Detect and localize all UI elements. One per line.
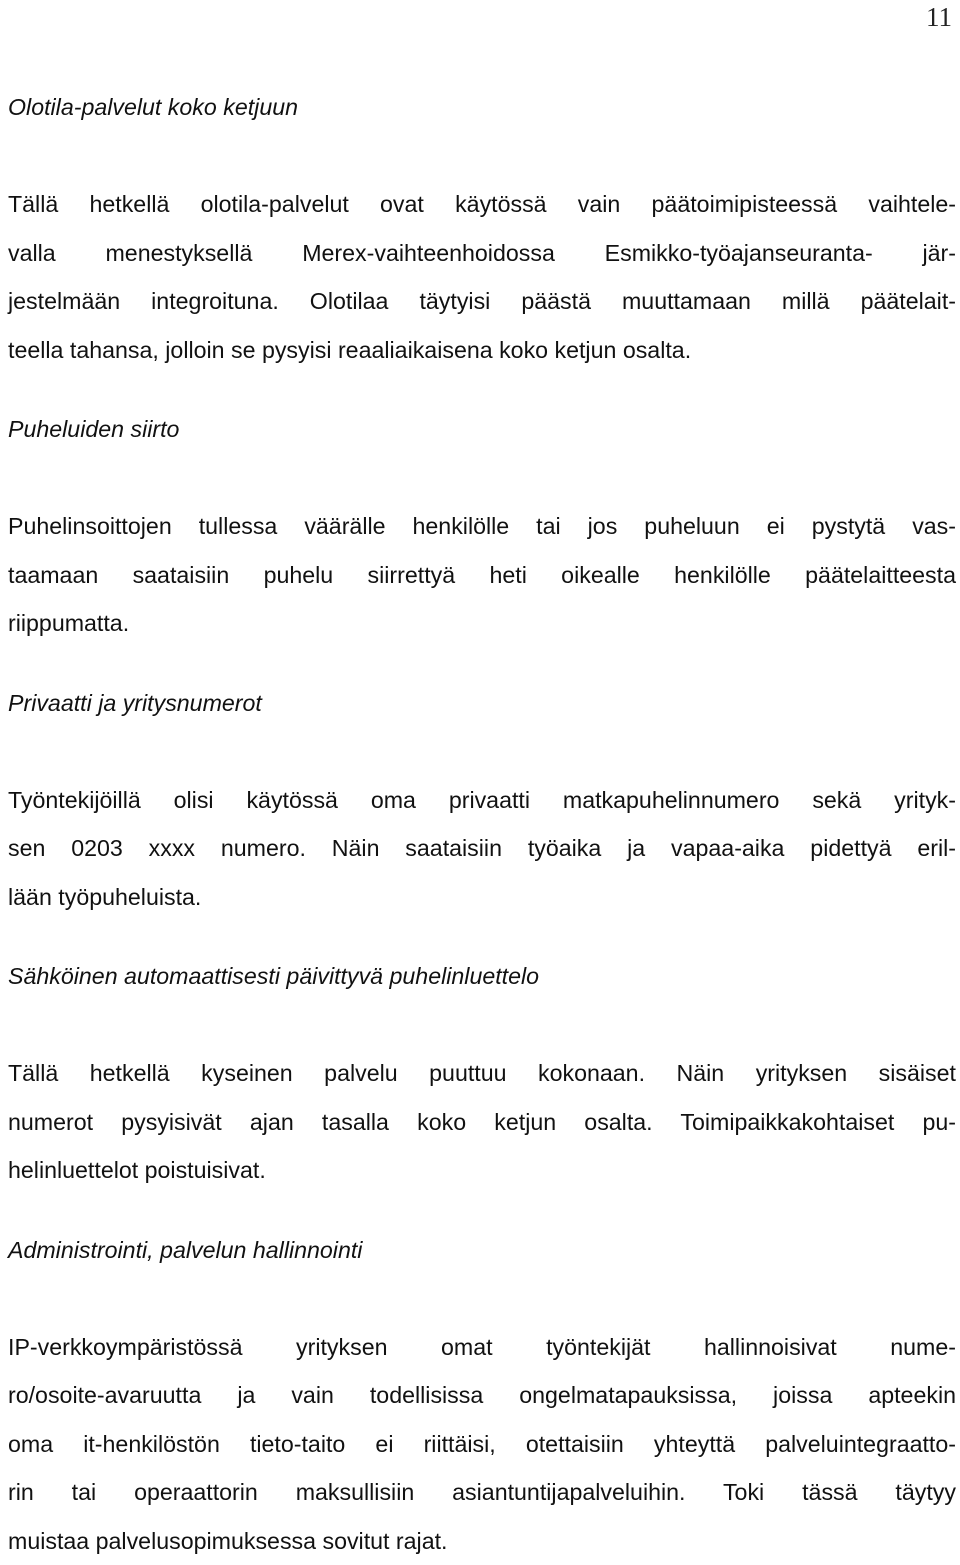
paragraph-line: jestelmään integroituna. Olotilaa täytyisi päästä muuttamaan millä päätelait-: [8, 277, 956, 326]
paragraph-line: helinluettelot poistuisivat.: [8, 1146, 956, 1195]
section-paragraph-puhelinluettelo: [8, 1049, 956, 1195]
paragraph-line: sen 0203 xxxx numero. Näin saataisiin työaika ja vapaa-aika pidettyä eril-: [8, 824, 956, 873]
document-body: [8, 83, 956, 1565]
section-paragraph-olotila: [8, 180, 956, 374]
section-heading-olotila: Olotila-palvelut koko ketjuun: [8, 83, 956, 132]
section-heading-privaatti: Privaatti ja yritysnumerot: [8, 679, 956, 728]
paragraph-line: Tällä hetkellä kyseinen palvelu puuttuu kokonaan. Näin yrityksen sisäiset: [8, 1049, 956, 1098]
paragraph-line: teella tahansa, jolloin se pysyisi reaaliaikaisena koko ketjun osalta.: [8, 326, 956, 375]
section-heading-puheluiden-siirto: Puheluiden siirto: [8, 405, 956, 454]
paragraph-line: lään työpuheluista.: [8, 873, 956, 922]
paragraph-line: rin tai operaattorin maksullisiin asiantuntijapalveluihin. Toki tässä täytyy: [8, 1468, 956, 1517]
paragraph-line: muistaa palvelusopimuksessa sovitut rajat.: [8, 1517, 956, 1565]
section-heading-puhelinluettelo: Sähköinen automaattisesti päivittyvä puhelinluettelo: [8, 952, 956, 1001]
section-heading-administrointi: Administrointi, palvelun hallinnointi: [8, 1226, 956, 1275]
paragraph-line: Puhelinsoittojen tullessa väärälle henkilölle tai jos puheluun ei pystytä vas-: [8, 502, 956, 551]
paragraph-line: taamaan saataisiin puhelu siirrettyä heti oikealle henkilölle päätelaitteesta: [8, 551, 956, 600]
paragraph-line: valla menestyksellä Merex-vaihteenhoidossa Esmikko-työajanseuranta- jär-: [8, 229, 956, 278]
paragraph-line: Työntekijöillä olisi käytössä oma privaatti matkapuhelinnumero sekä yrityk-: [8, 776, 956, 825]
paragraph-line: numerot pysyisivät ajan tasalla koko ketjun osalta. Toimipaikkakohtaiset pu-: [8, 1098, 956, 1147]
section-paragraph-puheluiden-siirto: [8, 502, 956, 648]
page-number: 11: [926, 2, 952, 33]
paragraph-line: riippumatta.: [8, 599, 956, 648]
paragraph-line: oma it-henkilöstön tieto-taito ei riittäisi, otettaisiin yhteyttä palveluintegraatto-: [8, 1420, 956, 1469]
paragraph-line: ro/osoite-avaruutta ja vain todellisissa ongelmatapauksissa, joissa apteekin: [8, 1371, 956, 1420]
paragraph-line: IP-verkkoympäristössä yrityksen omat työntekijät hallinnoisivat nume-: [8, 1323, 956, 1372]
paragraph-line: Tällä hetkellä olotila-palvelut ovat käytössä vain päätoimipisteessä vaihtele-: [8, 180, 956, 229]
section-paragraph-administrointi: [8, 1323, 956, 1565]
section-paragraph-privaatti: [8, 776, 956, 922]
